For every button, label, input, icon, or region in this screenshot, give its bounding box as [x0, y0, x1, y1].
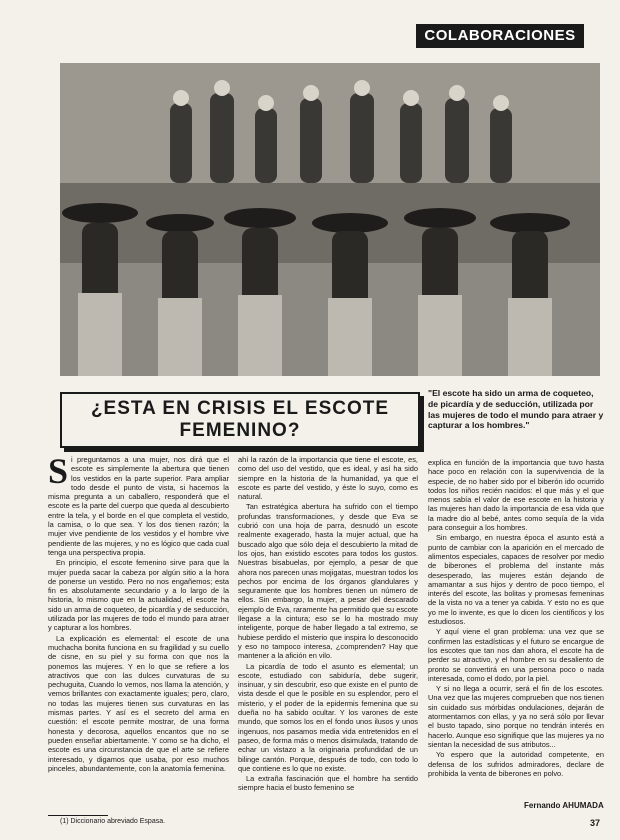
- page-number: 37: [590, 818, 601, 828]
- paragraph: Y aquí viene el gran problema: una vez que se confirmen las estadísticas y el futuro se encargue de los escotes que tan nos dan ahora, el escote ha de perder su atractivo, y el hombre en su desaliento de pronto se convertirá en una persona poco o nada interesada, como el dodo, por la piel.: [428, 627, 604, 683]
- section-banner: COLABORACIONES: [416, 24, 584, 48]
- headline-box: [60, 392, 420, 448]
- article-column-2: [238, 455, 418, 830]
- article-column-3: [428, 458, 604, 798]
- paragraph: Y si no llega a ocurrir, será el fin de los escotes. Una vez que las mujeres comprueben que nos tienen sin cuidado sus mórbidas ondulaciones, dejarán de atormentarnos con ellas, y ya no será sólo por llevar el busto tapado, sino porque no tendrán interés en hacerlo. Aunque eso signifique que las mujeres ya no sientan la necesidad de sus atributos...: [428, 684, 604, 749]
- article-column-1: [48, 455, 229, 815]
- paragraph: Yo espero que la autoridad competente, en defensa de los sufridos admiradores, declare de prohibida la venta de biberones en polvo.: [428, 750, 604, 778]
- paragraph: La picardía de todo el asunto es elemental; un escote, estudiado con sabiduría, debe sugerir, insinuar, y sin descubrir, eso que existe en el punto de vista desde el que le posible en su esplendor, pero el misterio, y el poder de la epidermis femenina que su dueña no ha sabido ocultar. Y los varones de este mundo, que somos los en el fondo unos ilusos y unos ingenuos, nos pasamos media vida entretenidos en el paseo, de forma más o menos disimulada, tratando de echar un vistazo a la originaria profundidad de un bilinge cantón. Porque, después de todo, con todo lo que contiene es lo que no existe.: [238, 661, 418, 773]
- paragraph: Sin embargo, en nuestra época el asunto está a punto de cambiar con la aparición en el mercado de alimentos especiales, capaces de resolver por medio de biberones el problema del instante más desesperado, las mujeres están dejando de amamantar a sus hijos y dentro de poco tiempo, el interés del escote, las bolitas y promesas femeninas de la vista no va a tener ya cabida. Y esto no es que yo me lo invente, es que lo dicen los científicos y los estudiosos.: [428, 533, 604, 627]
- paragraph: Si preguntamos a una mujer, nos dirá que el escote es simplemente la abertura que tienen los vestidos en la parte superior. Para ampliar todo desde el punto de vista, si hacemos la misma pregunta a un caballero, responderá que el escote es la parte del cuerpo que queda al descubierto entre la tela, y el borde en el que completa el vestido, la camisa, o lo que sea. Y los dos tienen razón; la mujer vive pendiente de los vestidos y el hombre vive pendiente de las mujeres, y no es lógico que cada cual tenga una perspectiva propia.: [48, 455, 229, 557]
- paragraph: La extraña fascinación que el hombre ha sentido siempre hacia el busto femenino se: [238, 774, 418, 793]
- paragraph: En principio, el escote femenino sirve para que la mujer pueda sacar la cabeza por algún sitio a la hora de ponerse un vestido. Pero no nos engañemos; esta fin es absolutamente secundario y a lo largo de la historia, lo mismo que en la actualidad, el escote ha sido un arma de coqueteo, de picardía y de seducción, utilizada por las mujeres de todo el mundo para atraer y capturar a los hombres.: [48, 558, 229, 633]
- footnote: (1) Diccionario abreviado Espasa.: [60, 818, 166, 825]
- pull-quote: "El escote ha sido un arma de coqueteo, de picardía y de seducción, utilizada por las mujeres de todo el mundo para atraer y capturar a los hombres.": [428, 388, 604, 431]
- byline-first-name: Fernando: [524, 801, 561, 810]
- headline-line-1: ¿ESTA EN CRISIS EL ESCOTE: [90, 398, 390, 419]
- byline-last-name: AHUMADA: [562, 801, 604, 810]
- article-photo: [60, 63, 600, 376]
- headline-line-2: FEMENINO?: [179, 420, 301, 441]
- paragraph: explica en función de la importancia que tuvo hasta hace poco en relación con la supervivencia de la especie, de no haber sido por el biberón ido ocurrido todos los niños recién nacidos: el que más y el que menos sabía el valor de ese escote en la historia y las mujeres han dado la importancia de esa vida que la madre dio al bebé, antes como sequía de la vida para conseguir a los hombres.: [428, 458, 604, 533]
- paragraph: La explicación es elemental: el escote de una muchacha bonita funciona en su fragilidad y su cuello de cisne, en su piel y su forma con que nos la ponemos las mujeres. Y en lo que se refiere a los atractivos que con las dulces curvaturas de su pechuguita, Cuando lo vemos, nos llama la atención, y vemos brillantes con exactamente iguales; pero, claro, no todas las mujeres tienen sus curvaturas en las mismas partes. Y así es el secreto del arma en cuestión: el escote permite mostrar, de una forma honesta y decorosa, aquellos encantos que no se pueden enseñar abiertamente. Y como se ha dicho, el escote es una circunstancia de que el arte se refiere interesado, y digamos que usaba, por eso muchos pinceles, abundantemente, con la anatomía femenina.: [48, 633, 229, 773]
- photo-illustration: [60, 63, 600, 376]
- headline: [62, 394, 418, 446]
- byline: [524, 801, 604, 810]
- drop-cap: S: [48, 455, 69, 491]
- paragraph: ahí la razón de la importancia que tiene el escote, es, como del uso del vestido, que es ideal, y así ha sido siempre en la historia de la humanidad, ya que el escote es parte del vestido, y éste lo suyo, como es natural.: [238, 455, 418, 502]
- footnote-rule: [48, 815, 108, 816]
- paragraph: Tan estratégica abertura ha sufrido con el tiempo profundas transformaciones, y desde que Eva se cubrió con una hoja de parra, desnudó un escote realmente exagerado, hasta la mujer actual, que ha buscado algo que sólo deja el descubierto la mitad de los ojos, han existido escotes para todos los gustos. Nuestras bisabuelas, por ejemplo, a pesar de que ahora nos parecen unas mojigatas, muestran todos los pechos por encima de los órganos glandulares y seguramente que los hombres tienen un número de ellos. Sin embargo, la mujer, a pesar del descarado ejemplo de Eva, raramente ha permitido que su escote llegase a la cintura; eso se lo ha mostrado muy inteligente, porque de haber llegado a tal extremo, se hubiese perdido el misterio que inspira lo desconocido y eso no tampoco interesa, ¿comprenden? Hay que mantener a la afición en vilo.: [238, 502, 418, 661]
